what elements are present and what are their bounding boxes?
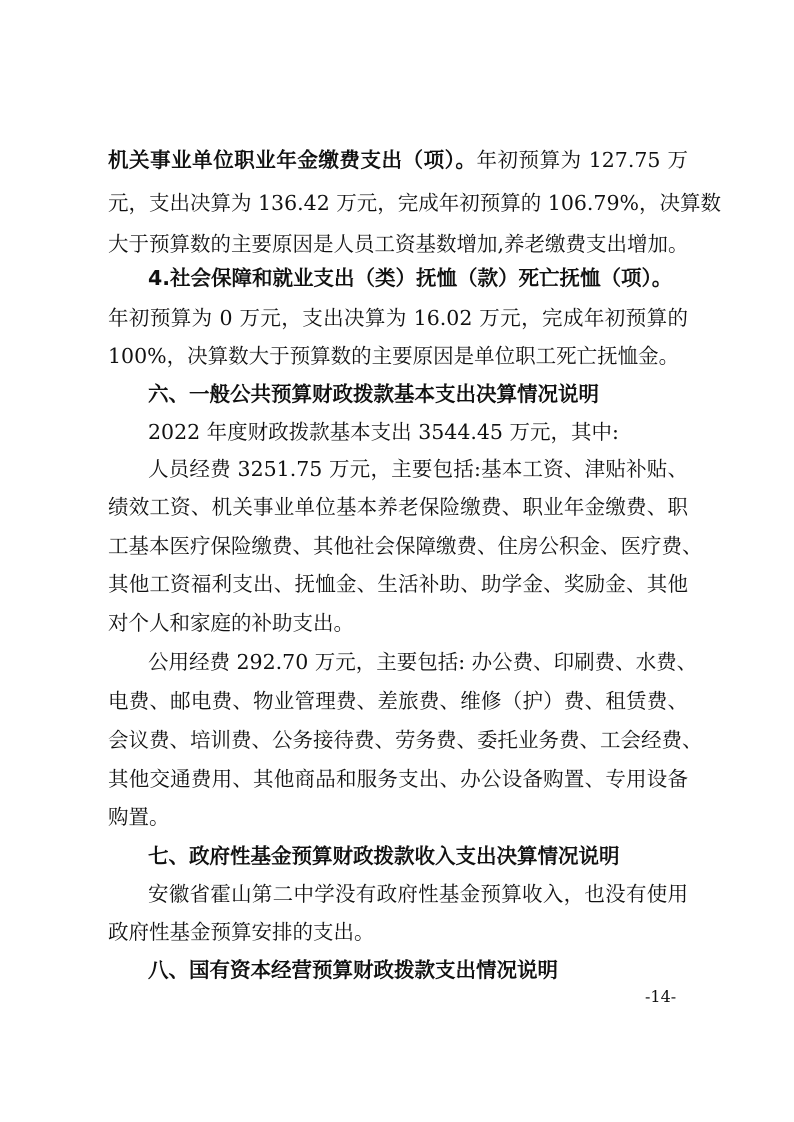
page-number: -14- [645, 987, 677, 1006]
public-line-2: 电费、邮电费、物业管理费、差旅费、维修（护）费、租赁费、 [108, 689, 688, 713]
compensation-line-1: 年初预算为 0 万元，支出决算为 16.02 万元，完成年初预算的 [108, 306, 688, 330]
personnel-line-2: 绩效工资、机关事业单位基本养老保险缴费、职业年金缴费、职 [108, 495, 688, 519]
pension-line-2: 元，支出决算为 136.42 万元，完成年初预算的 106.79%，决算数 [108, 191, 721, 215]
public-line-1: 公用经费 292.70 万元，主要包括: 办公费、印刷费、水费、 [148, 650, 698, 674]
public-line-3: 会议费、培训费、公务接待费、劳务费、委托业务费、工会经费、 [108, 728, 703, 752]
compensation-title: 4.社会保障和就业支出（类）抚恤（款）死亡抚恤（项）。 [148, 266, 673, 290]
pension-line-1 [108, 146, 688, 174]
section-7-line-1: 安徽省霍山第二中学没有政府性基金预算收入，也没有使用 [148, 882, 688, 906]
personnel-line-5: 对个人和家庭的补助支出。 [108, 611, 354, 635]
section-6-intro: 2022 年度财政拨款基本支出 3544.45 万元，其中: [148, 420, 619, 444]
personnel-line-3: 工基本医疗保险缴费、其他社会保障缴费、住房公积金、医疗费、 [108, 534, 703, 558]
public-line-4: 其他交通费用、其他商品和服务支出、办公设备购置、专用设备 [108, 767, 688, 791]
compensation-line-2: 100%，决算数大于预算数的主要原因是单位职工死亡抚恤金。 [108, 344, 680, 368]
personnel-line-1: 人员经费 3251.75 万元，主要包括:基本工资、津贴补贴、 [148, 457, 688, 481]
pension-item-title: 机关事业单位职业年金缴费支出（项）。 [108, 148, 477, 172]
section-6-heading: 六、一般公共预算财政拨款基本支出决算情况说明 [148, 382, 599, 406]
section-7-line-2: 政府性基金预算安排的支出。 [108, 920, 375, 944]
personnel-line-4: 其他工资福利支出、抚恤金、生活补助、助学金、奖励金、其他 [108, 572, 688, 596]
pension-line-3: 大于预算数的主要原因是人员工资基数增加,养老缴费支出增加。 [108, 232, 689, 256]
section-7-heading: 七、政府性基金预算财政拨款收入支出决算情况说明 [148, 844, 620, 868]
section-8-heading: 八、国有资本经营预算财政拨款支出情况说明 [148, 958, 558, 982]
pension-budget-text: 年初预算为 127.75 万 [476, 148, 689, 172]
public-line-5: 购置。 [108, 805, 170, 829]
